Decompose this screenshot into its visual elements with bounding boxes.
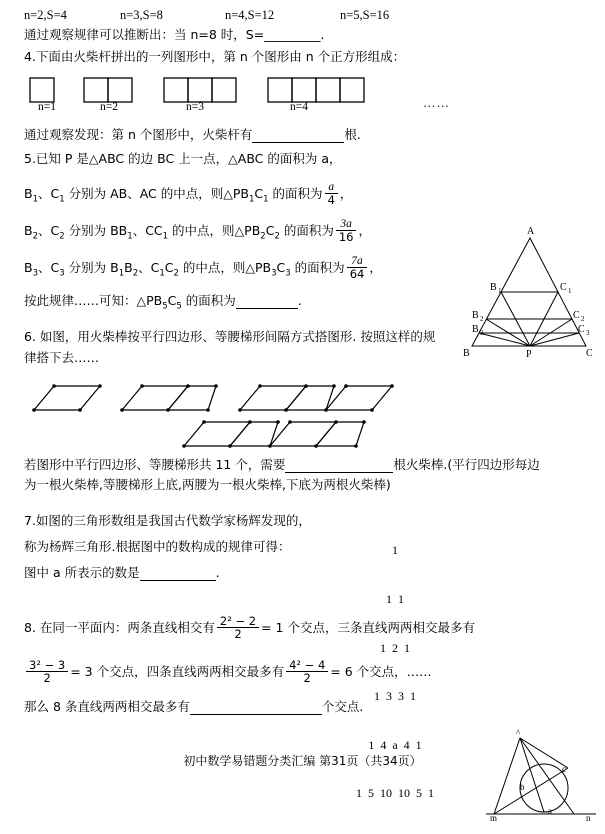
q5-l3-sub1: 2 bbox=[32, 231, 38, 242]
q4-conclusion-text-a: 通过观察发现：第 n 个图形中，火柴杆有 bbox=[24, 127, 253, 142]
q5-line-2 bbox=[24, 182, 352, 207]
q8-l1-b: = 1 个交点，三条直线两两相交最多有 bbox=[261, 620, 475, 636]
q5-l5-d: . bbox=[297, 293, 302, 308]
q4-answer-blank[interactable] bbox=[252, 128, 344, 143]
q6-line-2: 律搭下去…… bbox=[24, 350, 100, 365]
q6-ans-b: 根火柴棒.(平行四边形每边 bbox=[393, 457, 540, 472]
q5-l3-sub4: 1 bbox=[162, 231, 169, 242]
q7-line-1: 7.如图的三角形数组是我国古代数学家杨辉发现的， bbox=[24, 513, 311, 528]
q8-fraction-2 bbox=[26, 659, 68, 684]
q5-l4-end: ， bbox=[369, 260, 382, 276]
q5-l2-a: B bbox=[24, 186, 33, 202]
fig5-label-P: P bbox=[526, 349, 532, 360]
q5-l4-sub3: 1 bbox=[118, 268, 125, 279]
q4-label-3: n=4 bbox=[290, 101, 308, 113]
seq-item-1: n=3,S=8 bbox=[120, 8, 163, 22]
fig8-label-c: c bbox=[562, 764, 566, 774]
q5-l3-end: ， bbox=[358, 223, 371, 239]
q5-frac1-den: 4 bbox=[325, 193, 338, 206]
fig5-label-C3: C bbox=[578, 324, 585, 335]
q5-line-1: 5.已知 P 是△ABC 的边 BC 上一点，△ABC 的面积为 a， bbox=[24, 151, 342, 166]
q8-l3-b: 个交点. bbox=[321, 699, 364, 714]
svg-text:2: 2 bbox=[581, 315, 585, 323]
q5-line-4 bbox=[24, 256, 382, 281]
q5-l4-sub8: 3 bbox=[285, 268, 291, 279]
svg-text:3: 3 bbox=[586, 329, 590, 337]
q5-l3-c: 分别为 BB bbox=[64, 223, 128, 239]
q8-frac1-den: 2 bbox=[217, 627, 259, 640]
svg-text:1: 1 bbox=[568, 287, 572, 295]
fig5-label-B1: B bbox=[490, 282, 497, 293]
q5-l3-sub6: 2 bbox=[274, 231, 280, 242]
q6-answer-blank[interactable] bbox=[285, 458, 393, 473]
q4-ellipsis: …… bbox=[423, 96, 450, 110]
q4-conclusion bbox=[24, 128, 361, 143]
q5-l3-b: 、C bbox=[38, 223, 60, 239]
q4-label-0: n=1 bbox=[38, 101, 56, 113]
q5-l4-a: B bbox=[24, 260, 33, 276]
q5-l5-b: C bbox=[167, 293, 177, 308]
pascal-row-1: 1 1 bbox=[386, 591, 404, 606]
q8-frac1-num: 2² − 2 bbox=[219, 614, 257, 628]
fig8-label-n: n bbox=[586, 813, 591, 823]
q5-l2-sub1: 1 bbox=[32, 194, 38, 205]
q7-line-2: 称为杨辉三角形.根据图中的数构成的规律可得： bbox=[24, 539, 291, 554]
seq-item-2: n=4,S=12 bbox=[225, 8, 275, 22]
fig5-label-B: B bbox=[463, 348, 470, 359]
q5-answer-blank[interactable] bbox=[236, 294, 298, 309]
pascal-row-5: 1 5 10 10 5 1 bbox=[356, 786, 434, 801]
q5-frac2-num: 3a bbox=[340, 218, 352, 230]
q5-fraction-1 bbox=[325, 181, 338, 206]
q5-l2-d: C bbox=[254, 186, 264, 202]
q4-figure bbox=[24, 74, 424, 126]
pascal-row-3: 1 3 3 1 bbox=[374, 689, 416, 704]
q5-l2-end: ， bbox=[339, 186, 353, 202]
q5-l2-e: 的面积为 bbox=[268, 186, 323, 202]
svg-text:2: 2 bbox=[480, 315, 484, 323]
q8-line-3 bbox=[24, 700, 363, 715]
q8-frac2-num: 3² − 3 bbox=[29, 658, 66, 672]
q5-l4-e: 、C bbox=[138, 260, 160, 276]
q8-frac3-num: 4² − 4 bbox=[289, 658, 326, 672]
fig8-label-b: b bbox=[520, 782, 525, 792]
page-footer: 初中数学易错题分类汇编 第31页（共34页） bbox=[183, 754, 422, 768]
q5-l3-d: 、CC bbox=[132, 223, 163, 239]
q5-l3-sub3: 1 bbox=[127, 231, 133, 242]
q5-fraction-3 bbox=[347, 255, 368, 280]
q5-l4-sub4: 2 bbox=[132, 268, 139, 279]
fig8-label-apex: ^ bbox=[516, 728, 521, 738]
q6-figure bbox=[24, 378, 424, 456]
fig5-label-C: C bbox=[586, 348, 593, 359]
q4-label-1: n=2 bbox=[100, 101, 118, 113]
fig5-label-C2: C bbox=[573, 310, 580, 321]
q5-frac2-den: 16 bbox=[336, 230, 357, 243]
svg-text:3: 3 bbox=[480, 329, 484, 337]
fig5-label-B2: B bbox=[472, 310, 479, 321]
q8-l2-a: = 3 个交点，四条直线两两相交最多有 bbox=[70, 664, 285, 680]
q8-figure bbox=[478, 728, 603, 821]
fig8-label-m: m bbox=[490, 813, 498, 823]
seq-rule-line: 通过观察规律可以推断出：当 n=8 时，S=_________. bbox=[24, 27, 325, 42]
q8-l3-a: 那么 8 条直线两两相交最多有 bbox=[24, 699, 190, 714]
svg-text:1: 1 bbox=[498, 287, 502, 295]
fig5-label-A: A bbox=[527, 226, 535, 237]
q5-l2-b: 、C bbox=[38, 186, 60, 202]
q5-l5-sub1: 5 bbox=[162, 301, 168, 312]
q8-answer-blank[interactable] bbox=[190, 700, 322, 715]
q5-l4-sub7: 3 bbox=[271, 268, 277, 279]
q7-l3-b: . bbox=[215, 565, 220, 580]
q8-line-2 bbox=[24, 660, 432, 685]
fig5-label-B3: B bbox=[472, 324, 479, 335]
q5-fraction-2 bbox=[336, 218, 357, 243]
q8-l1-a: 8. 在同一平面内：两条直线相交有 bbox=[24, 620, 215, 636]
q5-l3-sub2: 2 bbox=[59, 231, 65, 242]
q5-l4-sub6: 2 bbox=[173, 268, 179, 279]
q5-l3-a: B bbox=[24, 223, 33, 239]
q5-l3-f: C bbox=[265, 223, 275, 239]
q5-l4-g: 的中点，则△PB bbox=[178, 260, 272, 276]
q5-frac3-num: 7a bbox=[351, 255, 363, 267]
q5-l4-sub2: 3 bbox=[59, 268, 65, 279]
q5-l3-g: 的面积为 bbox=[279, 223, 334, 239]
q5-l4-b: 、C bbox=[38, 260, 60, 276]
q5-l4-c: 分别为 B bbox=[64, 260, 119, 276]
q5-l2-sub3: 1 bbox=[249, 194, 255, 205]
q5-frac1-num: a bbox=[328, 181, 335, 193]
q5-l5-sub2: 5 bbox=[176, 301, 182, 312]
q6-ans-a: 若图形中平行四边形、等腰梯形共 11 个，需要 bbox=[24, 457, 286, 472]
q5-frac3-den: 64 bbox=[347, 267, 368, 280]
q4-label-2: n=3 bbox=[186, 101, 204, 113]
fig5-label-C1: C bbox=[560, 282, 567, 293]
q7-answer-blank[interactable] bbox=[140, 566, 216, 581]
q5-l3-e: 的中点，则△PB bbox=[168, 223, 261, 239]
q5-line-5 bbox=[24, 294, 302, 312]
pascal-row-4: 1 4 a 4 1 bbox=[368, 737, 422, 752]
q5-l2-c: 分别为 AB、AC 的中点，则△PB bbox=[64, 186, 249, 202]
q5-l4-f: C bbox=[164, 260, 174, 276]
q6-answer-note: 为一根火柴棒,等腰梯形上底,两腰为一根火柴棒,下底为两根火柴棒) bbox=[24, 477, 391, 492]
pascal-row-0: 1 bbox=[392, 543, 398, 558]
q5-line-3 bbox=[24, 219, 371, 244]
q8-l2-b: = 6 个交点，…… bbox=[330, 664, 432, 680]
q4-stem: 4.下面由火柴杆拼出的一列图形中，第 n 个图形由 n 个正方形组成： bbox=[24, 49, 406, 64]
fig8-label-a: a bbox=[548, 806, 552, 816]
q5-l3-sub5: 2 bbox=[260, 231, 266, 242]
q5-l2-sub4: 1 bbox=[263, 194, 269, 205]
q5-figure bbox=[450, 228, 600, 363]
q5-l4-i: 的面积为 bbox=[290, 260, 345, 276]
pascal-row-2: 1 2 1 bbox=[380, 640, 410, 655]
q5-l4-d: B bbox=[124, 260, 133, 276]
q5-l2-sub2: 1 bbox=[59, 194, 65, 205]
q7-l3-a: 图中 a 所表示的数是 bbox=[24, 565, 140, 580]
q8-fraction-3 bbox=[286, 659, 328, 684]
seq-item-3: n=5,S=16 bbox=[340, 8, 390, 22]
q5-l5-c: 的面积为 bbox=[181, 293, 236, 308]
q5-l4-sub1: 3 bbox=[32, 268, 38, 279]
q5-l5-a: 按此规律……可知：△PB bbox=[24, 293, 163, 308]
q6-line-1: 6. 如图，用火柴棒按平行四边形、等腰梯形间隔方式搭图形. 按照这样的规 bbox=[24, 329, 436, 344]
seq-item-0: n=2,S=4 bbox=[24, 8, 67, 22]
q8-frac3-den: 2 bbox=[286, 671, 328, 684]
q8-line-1 bbox=[24, 616, 475, 641]
q6-answer-line bbox=[24, 458, 540, 473]
q8-fraction-1 bbox=[217, 615, 259, 640]
q4-conclusion-text-b: 根. bbox=[344, 127, 361, 142]
q8-frac2-den: 2 bbox=[26, 671, 68, 684]
q5-l4-h: C bbox=[276, 260, 286, 276]
q7-line-3 bbox=[24, 566, 220, 581]
q5-l4-sub5: 1 bbox=[159, 268, 165, 279]
